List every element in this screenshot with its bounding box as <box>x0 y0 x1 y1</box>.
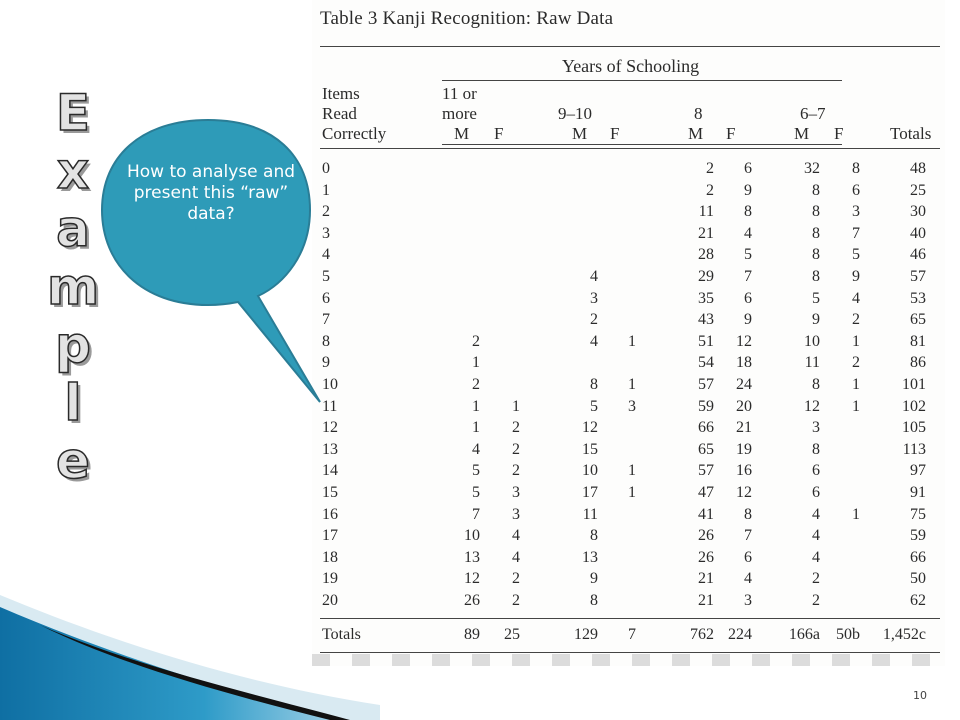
table-cell: 12 <box>582 419 598 437</box>
table-cell: 8 <box>590 592 598 609</box>
row-item: 16 <box>322 505 338 523</box>
table-cell: 8 <box>812 181 820 199</box>
page-number: 10 <box>913 689 927 702</box>
table-cell: 59 <box>698 397 714 415</box>
row-item: 20 <box>322 592 338 609</box>
table-cell: 28 <box>698 246 714 264</box>
rule-sub <box>442 144 842 145</box>
table-cell: 1 <box>628 484 636 501</box>
table-cell: 1 <box>852 397 860 415</box>
table-cell: 3 <box>628 397 636 415</box>
table-cell: 1 <box>852 332 860 350</box>
table-cell: 5 <box>852 246 860 264</box>
table-cell: 26 <box>698 548 714 566</box>
row-total: 101 <box>902 376 926 393</box>
title-letter: x <box>56 142 90 200</box>
table-cell: 8 <box>812 246 820 264</box>
column-subheader: M <box>572 124 588 143</box>
rule-group <box>442 80 842 81</box>
row-total: 40 <box>910 224 926 242</box>
table-cell: 2 <box>812 570 820 588</box>
row-item: 17 <box>322 527 338 545</box>
table-cell: 3 <box>512 505 520 523</box>
decorative-swoosh <box>0 595 380 720</box>
group-9-10: 9–10 <box>558 104 592 123</box>
table-cell: 13 <box>464 548 480 566</box>
stub-header-1: Items <box>322 84 360 103</box>
rule-header-bottom <box>320 148 940 149</box>
table-cell: 1 <box>472 419 480 437</box>
table-cell: 35 <box>698 289 714 307</box>
table-cell: 2 <box>512 419 520 437</box>
table-cell: 7 <box>744 268 752 285</box>
title-letter: m <box>46 258 100 316</box>
group-header: Years of Schooling <box>562 56 700 76</box>
totals-cell: 89 <box>464 626 480 643</box>
table-cell: 57 <box>698 376 714 393</box>
row-total: 75 <box>910 505 926 523</box>
table-cell: 26 <box>698 527 714 545</box>
group-11-or-more: 11 or more <box>442 84 477 123</box>
table-cell: 6 <box>744 289 752 307</box>
row-item: 11 <box>322 397 338 415</box>
table-cell: 12 <box>736 332 752 350</box>
table-cell: 2 <box>472 376 480 393</box>
table-cell: 8 <box>744 203 752 221</box>
totals-cell: 129 <box>574 626 598 643</box>
table-cell: 1 <box>512 397 520 415</box>
table-cell: 20 <box>736 397 752 415</box>
table-cell: 2 <box>706 181 714 199</box>
table-cell: 2 <box>812 592 820 609</box>
stub-header-3: Correctly <box>322 124 387 143</box>
title-letter: l <box>64 374 82 432</box>
table-cell: 21 <box>698 570 714 588</box>
row-total: 62 <box>910 592 926 609</box>
table-cell: 6 <box>812 462 820 480</box>
row-item: 3 <box>322 224 330 242</box>
table-cell: 8 <box>812 268 820 285</box>
table-cell: 6 <box>744 160 752 177</box>
table-cell: 9 <box>590 570 598 588</box>
row-total: 46 <box>910 246 926 264</box>
table-cell: 4 <box>512 548 520 566</box>
table-cell: 6 <box>812 484 820 501</box>
table-cell: 12 <box>804 397 820 415</box>
table-cell: 9 <box>744 181 752 199</box>
row-total: 50 <box>910 570 926 588</box>
table-cell: 21 <box>698 592 714 609</box>
table-cell: 3 <box>852 203 860 221</box>
table-cell: 6 <box>852 181 860 199</box>
table-cell: 3 <box>812 419 820 437</box>
table-cell: 12 <box>464 570 480 588</box>
row-item: 1 <box>322 181 330 199</box>
table-cell: 4 <box>812 505 820 523</box>
column-subheader: M <box>794 124 810 143</box>
table-cell: 4 <box>744 224 752 242</box>
cropped-footnote <box>312 654 945 666</box>
table-cell: 1 <box>852 505 860 523</box>
row-item: 14 <box>322 462 338 480</box>
row-total: 91 <box>910 484 926 501</box>
table-cell: 21 <box>736 419 752 437</box>
table-cell: 13 <box>582 548 598 566</box>
row-item: 13 <box>322 440 338 458</box>
row-item: 0 <box>322 160 330 177</box>
stub-header-2: Read <box>322 104 357 123</box>
table-cell: 10 <box>464 527 480 545</box>
totals-cell: 7 <box>628 626 636 643</box>
table-cell: 4 <box>812 548 820 566</box>
table-cell: 4 <box>812 527 820 545</box>
row-item: 8 <box>322 332 330 350</box>
table-cell: 2 <box>512 440 520 458</box>
bubble-text: How to analyse and present this “raw” data? <box>126 162 296 224</box>
table-cell: 11 <box>582 505 598 523</box>
rule-totals <box>320 618 940 619</box>
table-cell: 11 <box>698 203 714 221</box>
table-cell: 4 <box>852 289 860 307</box>
table-cell: 43 <box>698 311 714 329</box>
table-cell: 2 <box>852 311 860 329</box>
column-subheader: M <box>688 124 704 143</box>
table-cell: 6 <box>744 548 752 566</box>
row-item: 18 <box>322 548 338 566</box>
table-cell: 4 <box>590 332 598 350</box>
title-letter: a <box>56 200 90 258</box>
row-item: 19 <box>322 570 338 588</box>
row-item: 15 <box>322 484 338 501</box>
row-total: 30 <box>910 203 926 221</box>
table-cell: 11 <box>804 354 820 372</box>
table-cell: 8 <box>812 224 820 242</box>
row-total: 59 <box>910 527 926 545</box>
row-total: 25 <box>910 181 926 199</box>
table-cell: 17 <box>582 484 598 501</box>
row-item: 10 <box>322 376 338 393</box>
group-8: 8 <box>694 104 703 123</box>
table-cell: 21 <box>698 224 714 242</box>
table-cell: 7 <box>852 224 860 242</box>
table-caption: Table 3 Kanji Recognition: Raw Data <box>320 8 614 29</box>
table-cell: 54 <box>698 354 714 372</box>
table-cell: 1 <box>852 376 860 393</box>
row-item: 7 <box>322 311 330 329</box>
table-cell: 15 <box>582 440 598 458</box>
table-cell: 5 <box>472 484 480 501</box>
row-total: 102 <box>902 397 926 415</box>
row-item: 9 <box>322 354 330 372</box>
totals-label: Totals <box>322 626 361 643</box>
table-cell: 10 <box>804 332 820 350</box>
column-subheader: F <box>610 124 620 143</box>
table-cell: 26 <box>464 592 480 609</box>
row-total: 105 <box>902 419 926 437</box>
row-total: 48 <box>910 160 926 177</box>
table-cell: 66 <box>698 419 714 437</box>
table-cell: 2 <box>512 592 520 609</box>
table-cell: 47 <box>698 484 714 501</box>
row-item: 5 <box>322 268 330 285</box>
row-total: 66 <box>910 548 926 566</box>
table-cell: 8 <box>590 376 598 393</box>
table-cell: 8 <box>590 527 598 545</box>
table-cell: 9 <box>744 311 752 329</box>
table-cell: 1 <box>472 397 480 415</box>
table-cell: 16 <box>736 462 752 480</box>
table-cell: 10 <box>582 462 598 480</box>
table-cell: 9 <box>812 311 820 329</box>
table-cell: 5 <box>812 289 820 307</box>
totals-cell: 762 <box>690 626 714 643</box>
table-cell: 5 <box>590 397 598 415</box>
column-subheader: F <box>726 124 736 143</box>
row-total: 113 <box>902 440 926 458</box>
table-cell: 4 <box>472 440 480 458</box>
table-cell: 8 <box>812 440 820 458</box>
table-cell: 3 <box>590 289 598 307</box>
table-cell: 29 <box>698 268 714 285</box>
table-cell: 51 <box>698 332 714 350</box>
table-cell: 24 <box>736 376 752 393</box>
row-total: 53 <box>910 289 926 307</box>
table-cell: 8 <box>852 160 860 177</box>
title-letter: p <box>55 316 91 374</box>
rule-top <box>320 46 940 47</box>
table-cell: 9 <box>852 268 860 285</box>
title-letter: E <box>55 84 91 142</box>
column-subheader: F <box>494 124 504 143</box>
table-cell: 8 <box>812 203 820 221</box>
table-image <box>312 0 945 666</box>
table-cell: 7 <box>744 527 752 545</box>
table-cell: 3 <box>512 484 520 501</box>
group-6-7: 6–7 <box>800 104 826 123</box>
table-cell: 2 <box>472 332 480 350</box>
column-subheader: F <box>834 124 844 143</box>
row-item: 2 <box>322 203 330 221</box>
row-total: 65 <box>910 311 926 329</box>
row-total: 86 <box>910 354 926 372</box>
table-cell: 2 <box>706 160 714 177</box>
row-total: 97 <box>910 462 926 480</box>
row-item: 4 <box>322 246 330 264</box>
table-cell: 5 <box>472 462 480 480</box>
table-cell: 2 <box>512 570 520 588</box>
table-cell: 4 <box>744 570 752 588</box>
row-total: 57 <box>910 268 926 285</box>
totals-header: Totals <box>890 124 932 143</box>
table-cell: 65 <box>698 440 714 458</box>
totals-cell: 25 <box>504 626 520 643</box>
table-cell: 1 <box>628 376 636 393</box>
totals-cell: 166a <box>788 626 820 643</box>
table-cell: 2 <box>852 354 860 372</box>
table-cell: 5 <box>744 246 752 264</box>
title-letter: e <box>56 432 90 490</box>
totals-cell: 224 <box>728 626 752 643</box>
table-cell: 41 <box>698 505 714 523</box>
table-cell: 4 <box>590 268 598 285</box>
row-item: 6 <box>322 289 330 307</box>
grand-total: 1,452c <box>882 626 926 643</box>
table-cell: 8 <box>812 376 820 393</box>
table-cell: 1 <box>628 462 636 480</box>
table-cell: 2 <box>590 311 598 329</box>
table-cell: 4 <box>512 527 520 545</box>
table-cell: 7 <box>472 505 480 523</box>
row-total: 81 <box>910 332 926 350</box>
table-cell: 3 <box>744 592 752 609</box>
column-subheader: M <box>454 124 470 143</box>
table-cell: 1 <box>472 354 480 372</box>
row-item: 12 <box>322 419 338 437</box>
table-cell: 1 <box>628 332 636 350</box>
table-cell: 18 <box>736 354 752 372</box>
table-cell: 32 <box>804 160 820 177</box>
totals-cell: 50b <box>836 626 860 643</box>
table-cell: 2 <box>512 462 520 480</box>
table-cell: 19 <box>736 440 752 458</box>
table-cell: 57 <box>698 462 714 480</box>
table-cell: 12 <box>736 484 752 501</box>
table-cell: 8 <box>744 505 752 523</box>
